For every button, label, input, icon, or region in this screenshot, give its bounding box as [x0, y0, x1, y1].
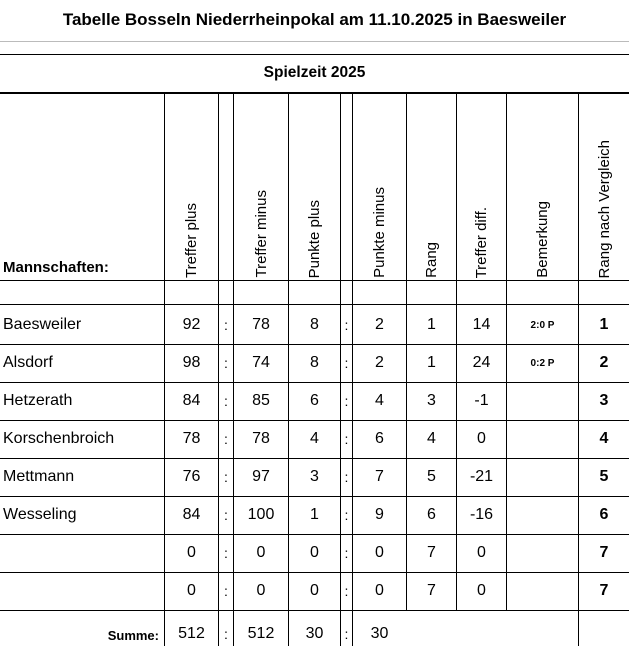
cell-rang-vergleich: 7 [599, 582, 609, 599]
cell-rang: 7 [427, 544, 436, 561]
cell-separator: : [344, 431, 349, 447]
cell-team-name: Alsdorf [3, 354, 53, 371]
summe-punkte-plus: 30 [305, 625, 324, 642]
cell-rang-vergleich: 3 [599, 392, 609, 409]
cell-treffer-plus: 0 [187, 582, 196, 599]
cell-treffer-minus: 97 [252, 468, 270, 485]
header-punkte-minus [353, 104, 406, 278]
header-treffer-minus-label: Treffer minus [252, 190, 270, 278]
cell-separator: : [224, 431, 228, 447]
page-title: Tabelle Bosseln Niederrheinpokal am 11.10.2025 in Baesweiler [62, 10, 567, 29]
cell-treffer-minus: 74 [252, 354, 270, 371]
cell-rang: 4 [427, 430, 436, 447]
summe-label: Summe: [107, 627, 159, 643]
cell-separator: : [224, 393, 228, 409]
cell-rang: 5 [427, 468, 436, 485]
cell-rang-vergleich: 2 [599, 354, 609, 371]
cell-punkte-plus: 4 [310, 430, 319, 447]
summe-separator: : [224, 626, 228, 642]
cell-separator: : [344, 583, 349, 599]
cell-separator: : [344, 317, 349, 333]
cell-treffer-diff: -1 [474, 392, 489, 409]
cell-punkte-plus: 0 [310, 544, 319, 561]
cell-punkte-plus: 3 [310, 468, 319, 485]
summe-separator: : [344, 626, 349, 642]
cell-treffer-minus: 0 [256, 544, 266, 561]
header-treffer-diff [457, 104, 506, 278]
cell-punkte-plus: 8 [310, 354, 319, 371]
cell-treffer-plus: 78 [182, 430, 201, 447]
header-punkte-minus-label: Punkte minus [371, 187, 388, 278]
cell-treffer-minus: 0 [256, 582, 266, 599]
header-treffer-minus [234, 104, 288, 278]
cell-separator: : [344, 393, 349, 409]
cell-treffer-diff: -16 [469, 506, 494, 523]
summe-treffer-plus: 512 [178, 625, 205, 642]
cell-treffer-diff: 24 [472, 354, 491, 371]
cell-treffer-minus: 78 [252, 430, 270, 447]
cell-rang: 3 [427, 392, 436, 409]
cell-punkte-minus: 0 [375, 544, 384, 561]
cell-treffer-plus: 98 [182, 354, 201, 371]
cell-treffer-diff: 0 [477, 582, 486, 599]
summe-punkte-minus: 30 [370, 625, 389, 642]
cell-punkte-minus: 4 [375, 392, 384, 409]
header-punkte-plus [289, 104, 340, 278]
cell-treffer-minus: 100 [247, 506, 275, 523]
cell-bemerkung [507, 534, 578, 572]
cell-rang-vergleich: 6 [599, 506, 609, 523]
cell-separator: : [344, 545, 349, 561]
cell-rang-vergleich: 1 [599, 316, 609, 333]
cell-treffer-diff: -21 [469, 468, 494, 485]
cell-team-name: Wesseling [3, 506, 77, 523]
cell-bemerkung [507, 496, 578, 534]
season-label: Spielzeit 2025 [263, 64, 366, 81]
header-rang [407, 104, 456, 278]
header-punkte-plus-label: Punkte plus [306, 199, 323, 278]
cell-treffer-plus: 84 [182, 392, 201, 409]
cell-rang-vergleich: 5 [599, 468, 609, 485]
cell-bemerkung [507, 572, 578, 610]
header-rang-label: Rang [423, 242, 440, 278]
cell-team-name [0, 534, 167, 572]
cell-punkte-plus: 8 [310, 316, 319, 333]
cell-bemerkung [507, 458, 578, 496]
teams-header: Mannschaften: [3, 259, 109, 276]
cell-punkte-plus: 0 [310, 582, 319, 599]
header-treffer-plus-label: Treffer plus [183, 202, 200, 278]
header-treffer-diff-label: Treffer diff. [473, 206, 490, 278]
cell-rang-vergleich: 4 [599, 430, 609, 447]
cell-separator: : [344, 355, 349, 371]
cell-punkte-minus: 9 [375, 506, 384, 523]
cell-treffer-diff: 0 [477, 430, 486, 447]
cell-separator: : [224, 507, 228, 523]
header-bemerkung-label: Bemerkung [534, 201, 551, 278]
cell-punkte-minus: 2 [375, 316, 384, 333]
cell-treffer-plus: 0 [187, 544, 196, 561]
cell-separator: : [224, 583, 228, 599]
cell-separator: : [224, 545, 228, 561]
cell-rang-vergleich: 7 [599, 544, 609, 561]
cell-rang: 1 [427, 316, 436, 333]
cell-treffer-plus: 84 [182, 506, 201, 523]
header-rang-vergleich [579, 104, 629, 278]
cell-separator: : [224, 469, 228, 485]
title-divider [0, 41, 629, 42]
cell-treffer-minus: 78 [252, 316, 270, 333]
cell-treffer-diff: 0 [477, 544, 486, 561]
header-bemerkung [507, 104, 578, 278]
header-treffer-plus [165, 104, 218, 278]
cell-bemerkung: 2:0 P [530, 319, 555, 331]
spacer-row-border [0, 304, 629, 305]
cell-bemerkung [507, 420, 578, 458]
cell-bemerkung: 0:2 P [530, 357, 555, 369]
cell-team-name: Mettmann [3, 468, 75, 485]
header-rang-vergleich-label: Rang nach Vergleich [595, 139, 613, 278]
cell-team-name: Baesweiler [3, 316, 82, 333]
cell-punkte-minus: 0 [375, 582, 384, 599]
cell-punkte-plus: 6 [310, 392, 319, 409]
table-top-border [0, 54, 629, 55]
header-top-border [0, 92, 629, 94]
cell-separator: : [344, 469, 349, 485]
cell-team-name [0, 572, 167, 610]
cell-punkte-minus: 6 [375, 430, 384, 447]
cell-rang: 6 [427, 506, 436, 523]
cell-treffer-plus: 92 [182, 316, 201, 333]
cell-bemerkung [507, 382, 578, 420]
cell-treffer-diff: 14 [472, 316, 491, 333]
cell-team-name: Korschenbroich [3, 430, 115, 447]
cell-treffer-minus: 85 [252, 392, 270, 409]
cell-punkte-minus: 7 [375, 468, 384, 485]
cell-separator: : [344, 507, 349, 523]
header-bottom-border [0, 280, 629, 281]
cell-separator: : [224, 317, 228, 333]
row-border [0, 610, 629, 611]
cell-rang: 7 [427, 582, 436, 599]
cell-punkte-plus: 1 [310, 506, 319, 523]
cell-treffer-plus: 76 [182, 468, 201, 485]
cell-punkte-minus: 2 [375, 354, 384, 371]
cell-team-name: Hetzerath [3, 392, 73, 409]
cell-rang: 1 [427, 354, 436, 371]
cell-separator: : [224, 355, 228, 371]
summe-treffer-minus: 512 [247, 625, 275, 642]
